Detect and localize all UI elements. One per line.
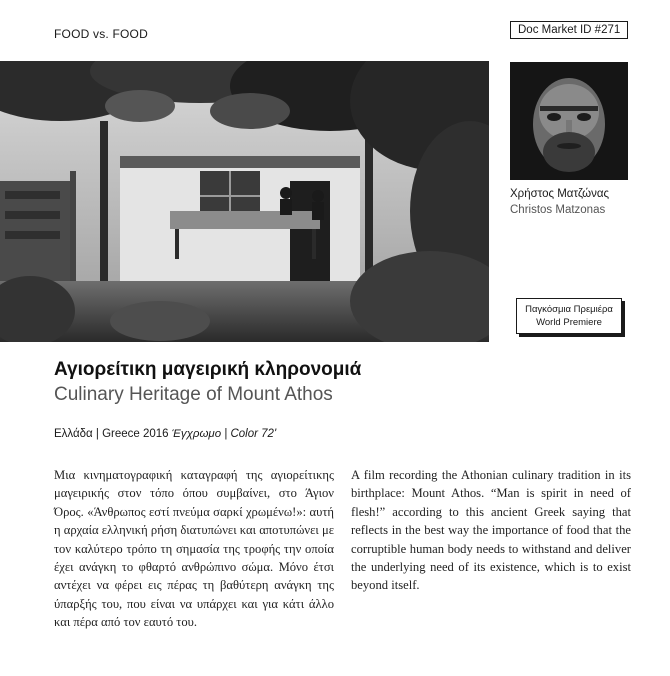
director-name-greek: Χρήστος Ματζώνας <box>510 188 610 200</box>
film-title-english: Culinary Heritage of Mount Athos <box>54 384 333 405</box>
synopsis-english: A film recording the Athonian culinary tradition in its birthplace: Mount Athos. “Man is spirit in need of flesh!” according to this ancient Greek saying that reflects in the best way the importance of food that the corruptible human body needs to withstand and deliver the underlying need of its existence, which is to exist beyond itself. <box>351 468 631 593</box>
film-meta-country-year: Ελλάδα | Greece 2016 <box>54 428 172 440</box>
film-meta-color-duration: Έγχρωμο | Color 72' <box>171 428 277 440</box>
film-still-photo <box>0 61 489 342</box>
director-name-english: Christos Matzonas <box>510 204 606 216</box>
doc-market-id-badge: Doc Market ID #271 <box>510 21 628 39</box>
section-label: FOOD vs. FOOD <box>54 27 148 41</box>
film-metadata <box>54 428 276 440</box>
premiere-label-english: World Premiere <box>536 317 602 328</box>
director-portrait <box>510 62 628 180</box>
world-premiere-badge <box>516 298 622 334</box>
film-title-greek: Αγιορείτικη μαγειρική κληρονομιά <box>54 359 362 380</box>
synopsis-greek: Μια κινηματογραφική καταγραφή της αγιορείτικης μαγειρικής στον τόπο όπου συμβαίνει, στο Άγιον Όρος. «Άνθρωπος εστί πνεύμα σαρκί χρωμένω!»: αυτή η αρχαία ελληνική ρήση διατυπώνει και αποτυπώνει με τον καλύτερο τρόπο τη σημασία της τροφής την οποία έχει ανάγκη το φθαρτό ανθρώπινο σώμα. Μόνο έτσι αντέχει να φέρει εις πέρας τη βαθύτερη ανάγκη της ύπαρξής του, που είναι να υπάρχει και για κάτι άλλο και πέρα από τον εαυτό του. <box>54 468 334 630</box>
premiere-label-greek: Παγκόσμια Πρεμιέρα <box>525 304 613 315</box>
